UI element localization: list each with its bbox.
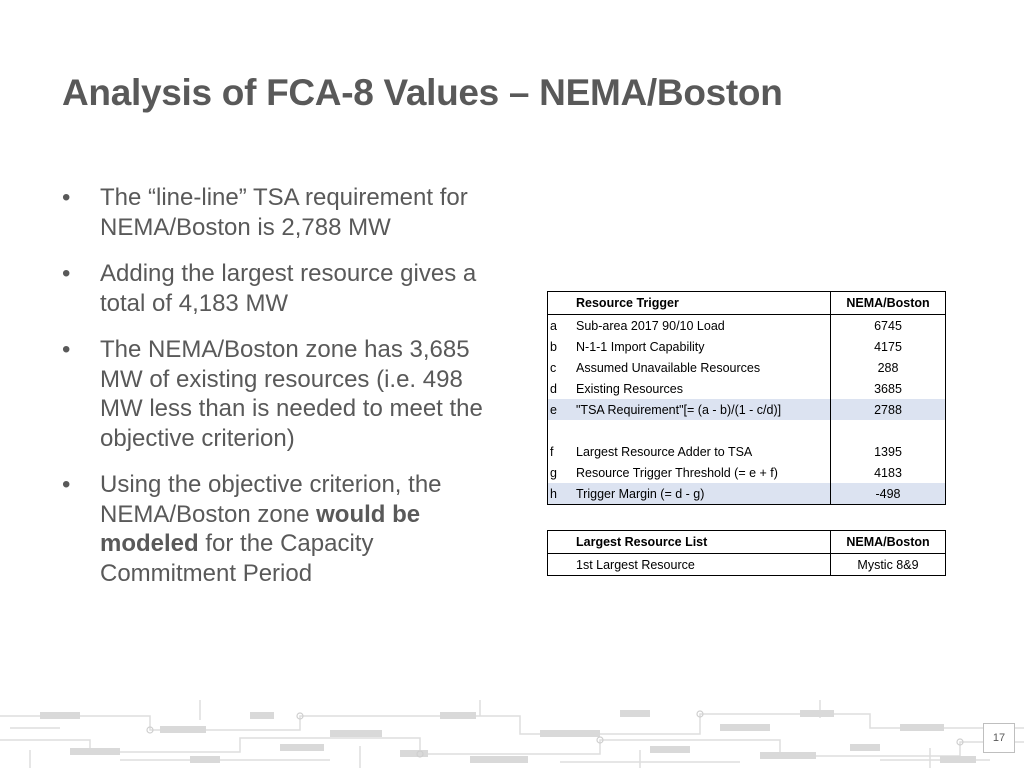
table-row <box>548 378 946 399</box>
row-letter: h <box>548 483 574 505</box>
row-label: Sub-area 2017 90/10 Load <box>576 318 725 333</box>
header-letter-cell <box>548 531 574 554</box>
table-header-row <box>548 531 946 554</box>
bullet-item <box>62 183 502 242</box>
table-header-row <box>548 292 946 315</box>
row-letter: f <box>548 441 574 462</box>
table-row <box>548 441 946 462</box>
spacer-cell <box>548 420 574 441</box>
row-label: Resource Trigger Threshold (= e + f) <box>576 465 778 480</box>
spacer-cell <box>831 420 946 441</box>
circuit-decoration <box>0 700 1024 768</box>
row-letter: d <box>548 378 574 399</box>
bullet-item <box>62 470 502 588</box>
bullet-dot-icon: • <box>62 184 71 211</box>
row-label: 1st Largest Resource <box>573 554 831 576</box>
table-row <box>548 554 946 576</box>
bullet-text-post: for the Capacity Commitment Period <box>100 530 374 587</box>
header-value-cell: NEMA/Boston <box>831 292 946 315</box>
bullet-dot-icon: • <box>62 260 71 287</box>
row-label: "TSA Requirement"[= (a - b)/(1 - c/d)] <box>573 399 831 420</box>
row-label: Largest Resource Adder to TSA <box>576 444 753 459</box>
row-letter: b <box>548 336 574 357</box>
row-label: Existing Resources <box>576 381 683 396</box>
row-value: Mystic 8&9 <box>831 554 946 576</box>
bullet-text: The “line-line” TSA requirement for NEMA/Boston is 2,788 MW <box>100 184 468 241</box>
table-spacer-row <box>548 420 946 441</box>
bullet-text: The NEMA/Boston zone has 3,685 MW of existing resources (i.e. 498 MW less than is needed to meet the objective criterion) <box>100 336 483 452</box>
row-value: 6745 <box>831 315 946 337</box>
row-label: Trigger Margin (= d - g) <box>573 483 831 505</box>
row-value: 3685 <box>831 378 946 399</box>
row-value: 288 <box>831 357 946 378</box>
row-letter: a <box>548 315 574 337</box>
bullet-text-pre: Using the objective criterion, the NEMA/Boston zone <box>100 471 442 528</box>
bullet-list <box>62 183 502 605</box>
largest-resource-list-table <box>547 530 946 576</box>
table-row-highlighted <box>548 483 946 505</box>
row-label: N-1-1 Import Capability <box>576 339 705 354</box>
row-value: 4175 <box>831 336 946 357</box>
resource-trigger-table <box>547 291 946 505</box>
bullet-dot-icon: • <box>62 471 71 498</box>
header-label-cell: Resource Trigger <box>573 292 831 315</box>
row-value: 1395 <box>831 441 946 462</box>
table-row <box>548 315 946 337</box>
spacer-cell <box>573 420 831 441</box>
row-label: Assumed Unavailable Resources <box>576 360 761 375</box>
page-number: 17 <box>983 723 1015 753</box>
header-label-cell: Largest Resource List <box>573 531 831 554</box>
table-row <box>548 462 946 483</box>
row-value: 2788 <box>831 399 946 420</box>
bullet-text: Adding the largest resource gives a total of 4,183 MW <box>100 260 477 317</box>
bullet-item <box>62 259 502 318</box>
row-letter <box>548 554 574 576</box>
bullet-dot-icon: • <box>62 336 71 363</box>
row-letter: e <box>548 399 574 420</box>
bullet-text-bold: would be modeled <box>100 500 421 557</box>
bullet-item <box>62 335 502 453</box>
row-letter: g <box>548 462 574 483</box>
table-row-highlighted <box>548 399 946 420</box>
table-row <box>548 357 946 378</box>
slide-title: Analysis of FCA-8 Values – NEMA/Boston <box>62 72 783 113</box>
row-value: -498 <box>831 483 946 505</box>
table-row <box>548 336 946 357</box>
row-letter: c <box>548 357 574 378</box>
header-letter-cell <box>548 292 574 315</box>
header-value-cell: NEMA/Boston <box>831 531 946 554</box>
row-value: 4183 <box>831 462 946 483</box>
